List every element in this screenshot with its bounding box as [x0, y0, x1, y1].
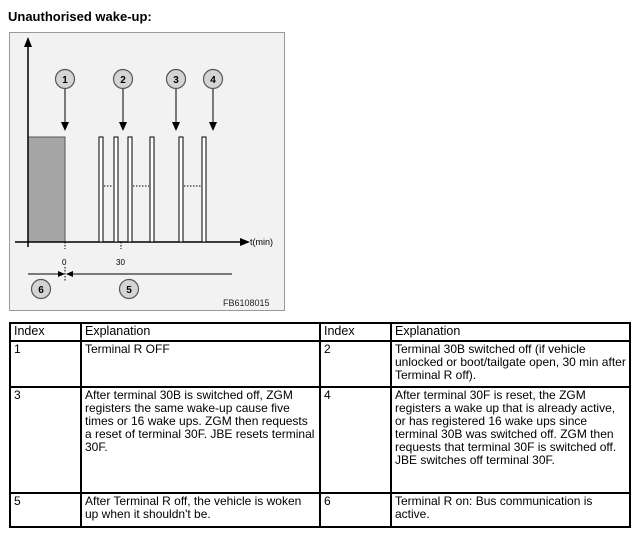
cell-explanation: After terminal 30B is switched off, ZGM registers the same wake-up cause five times or 16 wake ups. ZGM then requests a reset of terminal 30F. JBE resets terminal 30F. [81, 387, 320, 493]
cell-explanation: After Terminal R off, the vehicle is woken up when it shouldn't be. [81, 493, 320, 527]
figure-code: FB6108015 [223, 298, 270, 308]
range-5-arrow-head [66, 271, 73, 277]
cell-explanation: Terminal 30B switched off (if vehicle unlocked or boot/tailgate open, 30 min after Terminal R off). [391, 341, 630, 387]
wake-up-diagram [9, 32, 285, 311]
tick-label-0: 0 [62, 258, 67, 267]
page-title: Unauthorised wake-up: [8, 9, 152, 24]
timeline-svg [10, 33, 284, 310]
cell-explanation: Terminal R OFF [81, 341, 320, 387]
svg-text:3: 3 [173, 75, 179, 86]
range-6-arrow-head [58, 271, 65, 277]
header-explanation-left: Explanation [81, 323, 320, 341]
pulse-3 [128, 137, 132, 242]
cell-index: 4 [320, 387, 391, 493]
x-axis-label: t(min) [250, 237, 273, 247]
callout-2 [114, 70, 133, 132]
pulse-1 [99, 137, 103, 242]
y-axis-arrow [24, 37, 32, 47]
svg-text:2: 2 [120, 75, 126, 86]
table-header-row [10, 323, 630, 341]
svg-text:6: 6 [38, 285, 44, 296]
tick-label-30: 30 [116, 258, 125, 267]
pulse-5 [179, 137, 183, 242]
callout-3 [167, 70, 186, 132]
header-index-left: Index [10, 323, 81, 341]
cell-explanation: After terminal 30F is reset, the ZGM registers a wake up that is already active, or has registered 16 wake ups since terminal 30B was switched off. ZGM then requests that terminal 30F is switched off. JBE switches off terminal 30F. [391, 387, 630, 493]
cell-explanation: Terminal R on: Bus communication is active. [391, 493, 630, 527]
svg-text:5: 5 [126, 285, 132, 296]
cell-index: 5 [10, 493, 81, 527]
svg-text:1: 1 [62, 75, 68, 86]
x-axis-arrow [240, 238, 250, 246]
pulse-4 [150, 137, 154, 242]
range-callout-5 [120, 280, 139, 299]
explanation-table [9, 322, 631, 528]
cell-index: 1 [10, 341, 81, 387]
range-callout-6 [32, 280, 51, 299]
pulse-2 [114, 137, 118, 242]
header-explanation-right: Explanation [391, 323, 630, 341]
table-row [10, 341, 630, 387]
callout-1 [56, 70, 75, 132]
table-row [10, 493, 630, 527]
cell-index: 6 [320, 493, 391, 527]
wake-up-pulses [99, 137, 206, 242]
terminal-r-on-block [28, 137, 65, 242]
pulse-6 [202, 137, 206, 242]
table-row [10, 387, 630, 493]
svg-text:4: 4 [210, 75, 216, 86]
cell-index: 2 [320, 341, 391, 387]
header-index-right: Index [320, 323, 391, 341]
callout-4 [204, 70, 223, 132]
cell-index: 3 [10, 387, 81, 493]
